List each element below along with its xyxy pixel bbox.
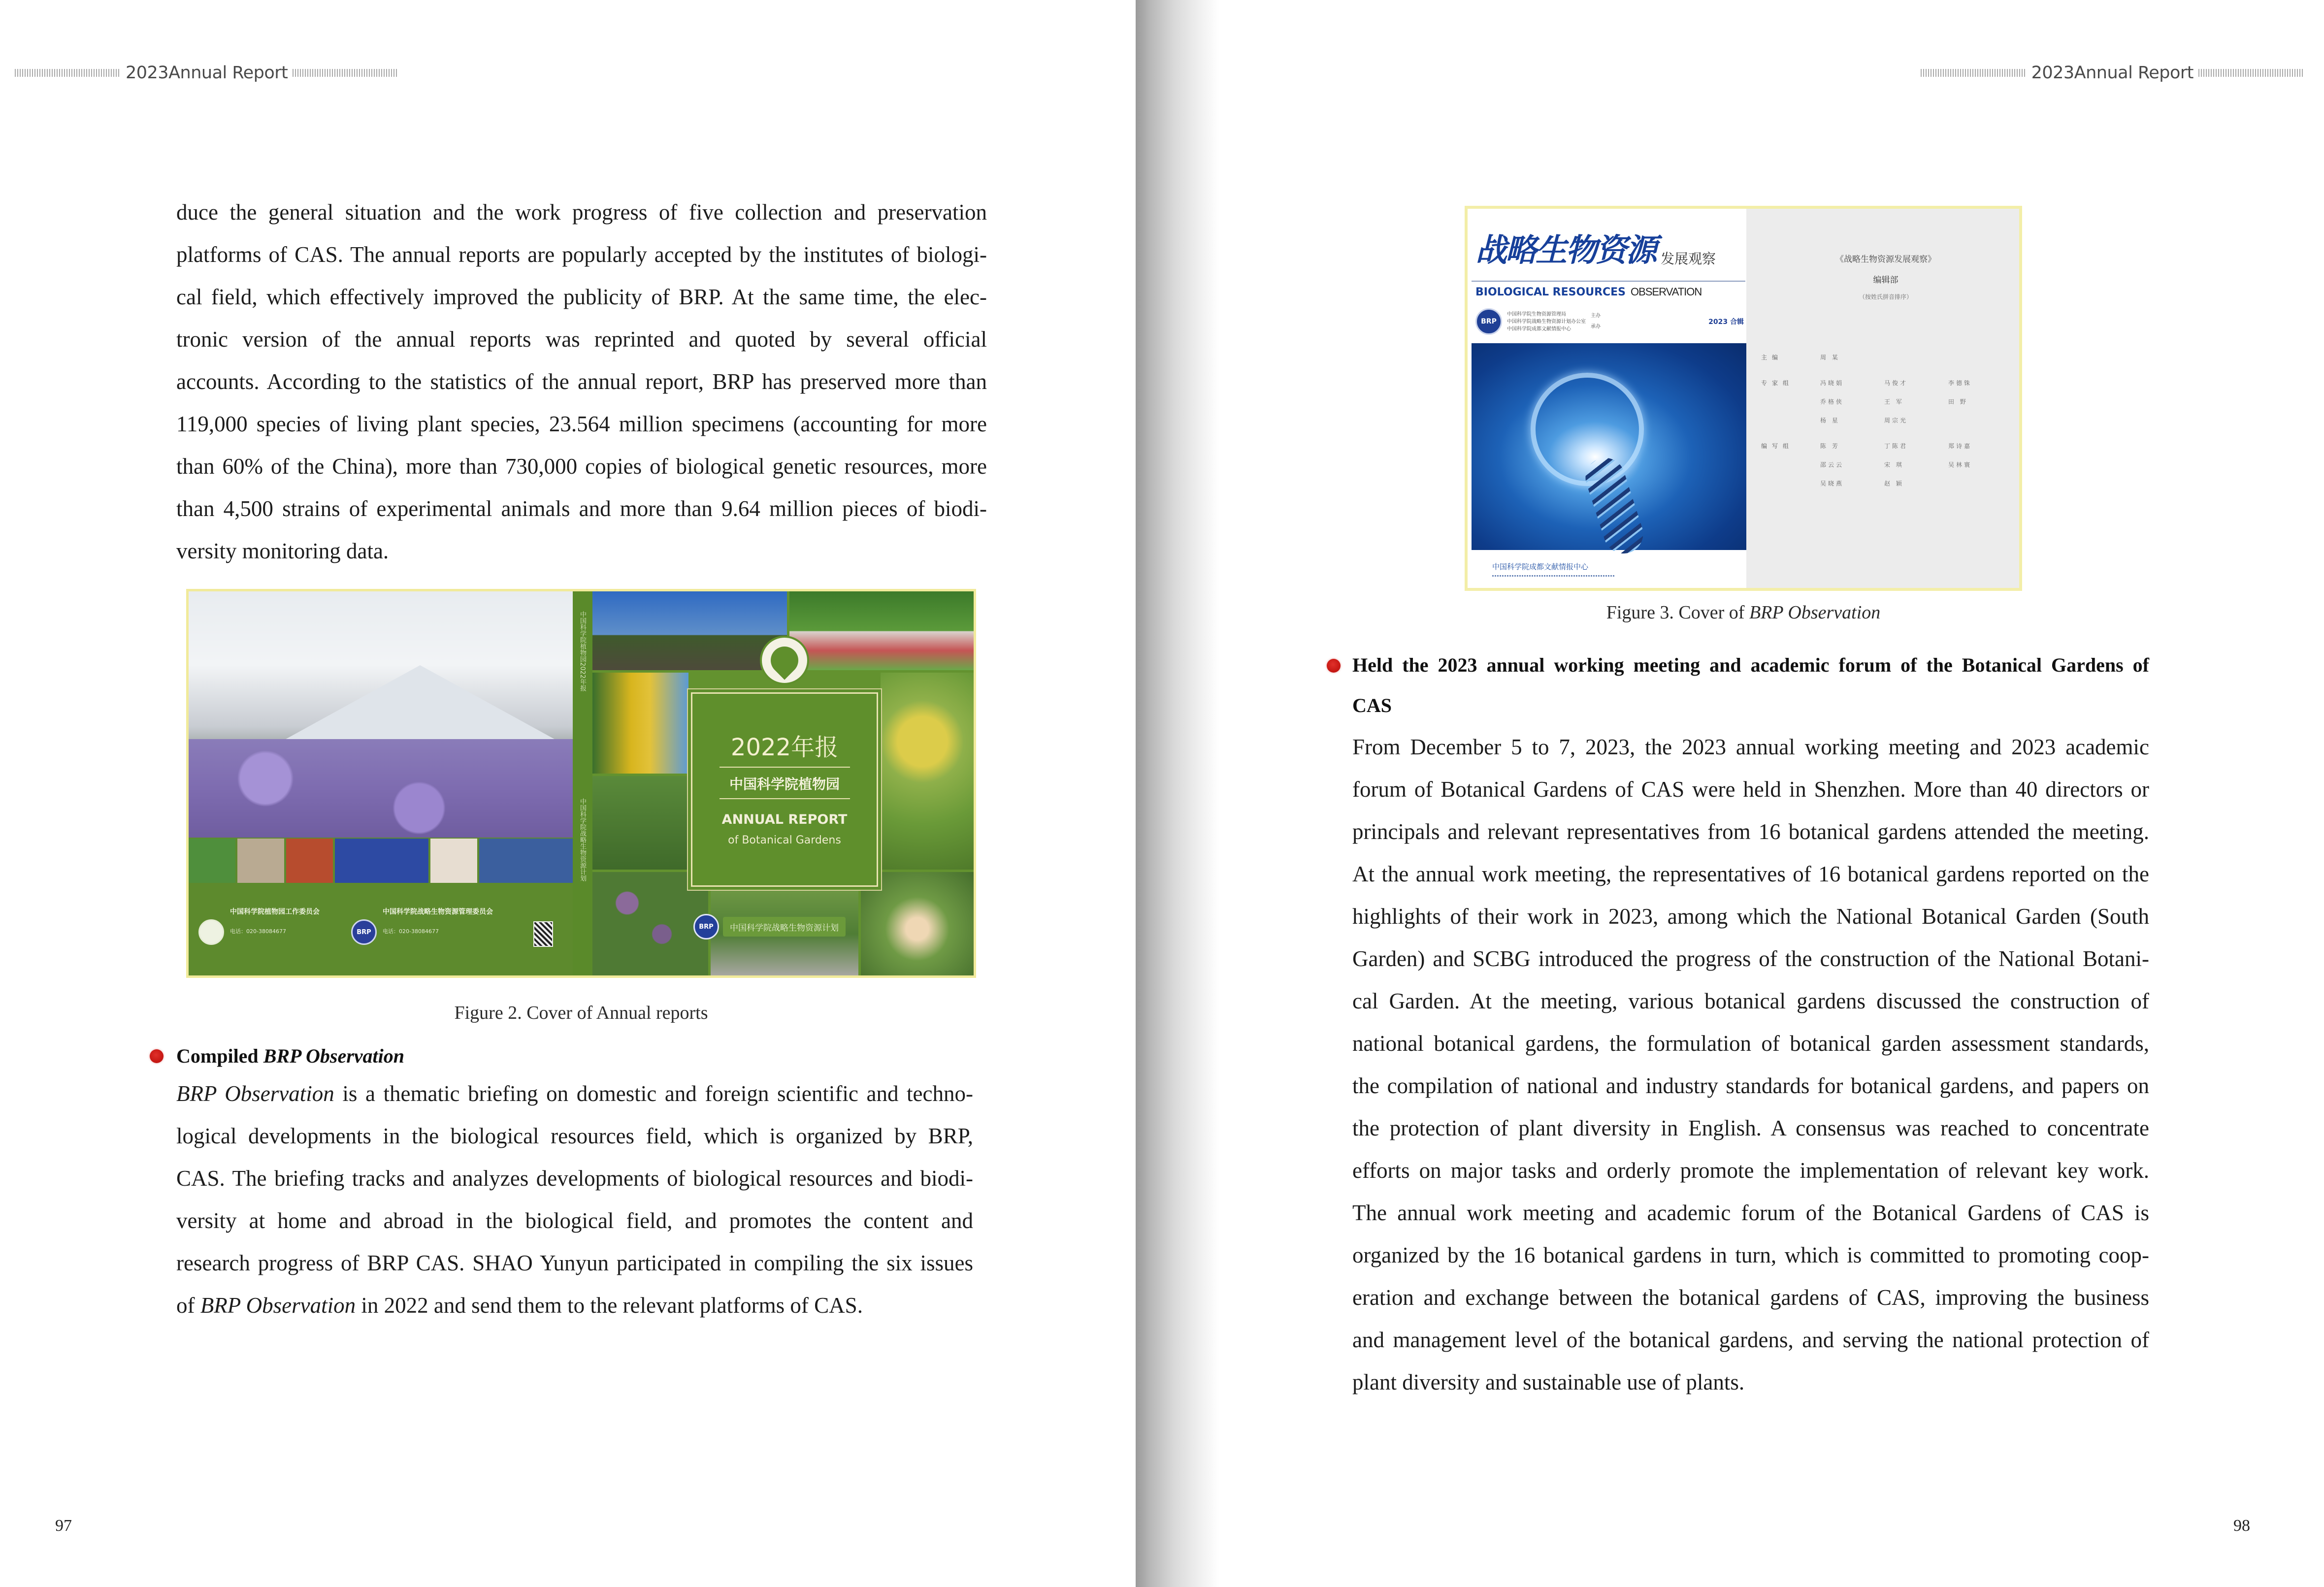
staff-name: 乔格侠: [1820, 398, 1844, 405]
back-org-text: [383, 907, 493, 935]
strip-photo: [286, 839, 333, 883]
brp-logo-icon: BRP: [1475, 308, 1502, 335]
text-line: [176, 1072, 973, 1115]
figure-2-caption: Figure 2. Cover of Annual reports: [454, 1003, 708, 1023]
text-line: organized by the 16 botanical gardens in turn, which is committed to promoting coop-: [1352, 1243, 2149, 1267]
botanical-garden-logo-icon: [198, 919, 224, 945]
staff-name: 田 野: [1948, 398, 1968, 405]
text-line: versity at home and abroad in the biological field, and promotes the content and: [176, 1208, 973, 1233]
intro-paragraph: [176, 191, 987, 572]
back-phone: 电话：020-38084677: [383, 928, 439, 935]
cover-cn-title: 战略生物资源: [1475, 232, 1656, 269]
staff-name: 邵云云: [1820, 461, 1844, 468]
text-line: platforms of CAS. The annual reports are popularly accepted by the institutes of biologi-: [176, 242, 987, 267]
staff-name: 周 某: [1820, 354, 1840, 361]
strip-photo: [237, 839, 284, 883]
italic-term: BRP Observation: [176, 1081, 334, 1106]
text-line: Garden) and SCBG introduced the progress of the construction of the National Botani-: [1352, 946, 2149, 971]
lotus-photo: [861, 872, 974, 975]
back-phone: 电话：020-38084677: [230, 928, 286, 935]
heading-text: Compiled: [176, 1045, 263, 1067]
brp-inner-page: [1746, 209, 2022, 588]
staff-row: [1761, 348, 2012, 366]
cover-org-roles: [1591, 311, 1601, 332]
park-path-photo: [592, 776, 688, 870]
figure-3-caption: [1465, 602, 2022, 623]
cover-front: [592, 591, 974, 975]
header-decoration: [2198, 69, 2304, 77]
staff-name: 吴晓燕: [1820, 480, 1844, 487]
cover-year-title: 2022年报: [730, 734, 839, 761]
text-line: the compilation of national and industry standards for botanical gardens, and papers on: [1352, 1073, 2149, 1098]
text-line: national botanical gardens, the formulation of botanical garden assessment standards,: [1352, 1031, 2149, 1056]
heading-line: CAS: [1352, 694, 1392, 716]
text-line: research progress of BRP CAS. SHAO Yunyun participated in compiling the six issues: [176, 1251, 973, 1275]
staff-name: 王 军: [1884, 398, 1904, 405]
bullet-icon: [1327, 659, 1341, 673]
cover-cn-subtitle: 发展观察: [1661, 251, 1716, 267]
snow-peak: [272, 665, 568, 746]
bullet-icon: [150, 1049, 164, 1063]
brp-banner-row: [693, 914, 846, 939]
cover-title-box: [691, 692, 878, 887]
back-org-name: 中国科学院战略生物资源管理委员会: [383, 908, 493, 916]
back-org-block: [198, 907, 320, 945]
inner-department: 编辑部: [1873, 275, 1898, 285]
brp-logo-icon: BRP: [351, 919, 377, 945]
back-org-block: [351, 907, 493, 945]
left-page: [0, 0, 1136, 1587]
staff-row: [1761, 392, 2012, 411]
text-line: The annual work meeting and academic forum of the Botanical Gardens of CAS is: [1352, 1200, 2149, 1225]
header-decoration: [15, 69, 121, 77]
meeting-paragraph: [1352, 726, 2149, 1403]
running-header-title: 2023Annual Report: [2031, 63, 2193, 83]
garden-entrance-photo: [789, 591, 974, 670]
staff-role: 编写组: [1761, 442, 1794, 450]
header-decoration: [293, 69, 398, 77]
text-line: eration and exchange between the botanical gardens of CAS, improving the business: [1352, 1285, 2149, 1310]
staff-name: 陈 芳: [1820, 442, 1840, 450]
brp-banner: 中国科学院战略生物资源计划: [723, 917, 846, 937]
cover-title-row: [1475, 228, 1744, 273]
publisher-en-line: [1492, 575, 1615, 577]
inner-title: 《战略生物资源发展观察》: [1835, 255, 1936, 264]
cover-en-subtitle: OBSERVATION: [1631, 286, 1702, 298]
text-line: duce the general situation and the work progress of five collection and preservation: [176, 200, 987, 225]
cover-en-title: ANNUAL REPORT: [721, 812, 848, 827]
flower-bee-photo: [881, 673, 974, 870]
staff-name: 宋 琪: [1884, 461, 1904, 468]
line-text: is a thematic briefing on domestic and foreign scientific and techno-: [334, 1081, 973, 1106]
staff-role: 专家组: [1761, 379, 1794, 387]
strip-photo: [430, 839, 477, 883]
staff-name: 吴林寰: [1948, 461, 1972, 468]
text-line: forum of Botanical Gardens of CAS were held in Shenzhen. More than 40 directors or: [1352, 777, 2149, 802]
photo-strip: [189, 839, 573, 883]
text-line: accounts. According to the statistics of the annual report, BRP has preserved more than: [176, 369, 987, 394]
spine-text: 中国科学院植物园2022年报: [579, 611, 586, 692]
strip-photo: [189, 839, 235, 883]
back-org-text: [230, 907, 320, 935]
text-line: than 4,500 strains of experimental animals and more than 9.64 million pieces of biodi-: [176, 496, 987, 521]
cover-en-row: [1475, 286, 1744, 298]
cover-org-lines: [1507, 311, 1586, 333]
garden-gate-photo: [592, 591, 787, 670]
cover-back-info: [189, 887, 573, 975]
page-number: 98: [2233, 1517, 2250, 1535]
line-text: in 2022 and send them to the relevant platforms of CAS.: [356, 1293, 863, 1318]
dna-artwork: [1472, 343, 1746, 550]
running-header-title: 2023Annual Report: [126, 63, 288, 83]
heading-italic: BRP Observation: [263, 1045, 404, 1067]
caption-italic: BRP Observation: [1749, 602, 1881, 623]
back-org-name: 中国科学院植物园工作委员会: [230, 908, 320, 916]
rhododendron-field-photo: [189, 739, 573, 838]
running-header: [1921, 63, 2304, 83]
text-line: highlights of their work in 2023, among which the National Botanical Garden (South: [1352, 904, 2149, 929]
header-decoration: [1921, 69, 2027, 77]
cover-spine: [573, 591, 592, 975]
cover-issue-label: 2023 合辑: [1708, 318, 1744, 326]
yellow-trees-photo: [592, 673, 688, 774]
qr-code-icon: [533, 921, 553, 947]
text-line: CAS. The briefing tracks and analyzes developments of biological resources and biodi-: [176, 1166, 973, 1191]
text-line: tronic version of the annual reports was reprinted and quoted by several official: [176, 327, 987, 352]
text-line: [176, 1284, 973, 1327]
text-line: principals and relevant representatives from 16 botanical gardens attended the meeting.: [1352, 819, 2149, 844]
staff-row: [1761, 373, 2012, 392]
org-line: 中国科学院成都文献情报中心: [1507, 326, 1571, 332]
staff-name: 周宗光: [1884, 417, 1908, 424]
cover-org-row: [1475, 308, 1744, 335]
text-line: and management level of the botanical gardens, and serving the national protection of: [1352, 1328, 2149, 1352]
text-line: cal field, which effectively improved the publicity of BRP. At the same time, the elec-: [176, 285, 987, 309]
line-text: of: [176, 1293, 200, 1318]
brp-badge-icon: BRP: [693, 914, 719, 939]
staff-row: [1761, 455, 2012, 474]
org-line: 中国科学院生物资源管理局: [1507, 311, 1566, 317]
text-line: logical developments in the biological resources field, which is organized by BRP,: [176, 1124, 973, 1148]
text-line: than 60% of the China), more than 730,000 copies of biological genetic resources, more: [176, 454, 987, 479]
text-line: cal Garden. At the meeting, various botanical gardens discussed the construction of: [1352, 989, 2149, 1013]
allium-photo: [592, 872, 708, 975]
text-line: 119,000 species of living plant species, 23.564 million specimens (accounting for more: [176, 412, 987, 436]
caption-text: Figure 3. Cover of: [1606, 602, 1749, 623]
page-fold-shadow: [1136, 0, 1219, 1587]
org-role: 承办: [1591, 324, 1601, 329]
staff-row: [1761, 411, 2012, 429]
heading-line: Held the 2023 annual working meeting and academic forum of the Botanical Gardens of: [1352, 654, 2149, 676]
brp-observation-paragraph: [176, 1072, 973, 1327]
staff-name: 郑诗嘉: [1948, 442, 1972, 450]
staff-name: 丁陈君: [1884, 442, 1908, 450]
right-page: [1136, 0, 2324, 1587]
title-divider: [720, 798, 850, 799]
org-role: 主办: [1591, 313, 1601, 319]
staff-name: 马俊才: [1884, 379, 1908, 387]
text-line: From December 5 to 7, 2023, the 2023 annual working meeting and 2023 academic: [1352, 735, 2149, 759]
strip-photo: [479, 839, 573, 883]
figure-brp-observation-cover: [1465, 206, 2022, 591]
botanical-garden-emblem-icon: [760, 636, 809, 685]
staff-list: [1761, 348, 2012, 492]
inner-note: （按姓氏拼音排序）: [1859, 293, 1912, 300]
staff-row: [1761, 474, 2012, 492]
staff-role: 主编: [1761, 354, 1783, 361]
section-heading: [1352, 645, 2149, 726]
section-heading: [176, 1036, 404, 1076]
org-line: 中国科学院战略生物资源计划办公室: [1507, 319, 1586, 324]
spine-text: 中国科学院战略生物资源计划: [579, 798, 586, 881]
text-line: plant diversity and sustainable use of plants.: [1352, 1370, 1745, 1394]
cover-back: [189, 591, 573, 975]
staff-name: 冯晓娟: [1820, 379, 1844, 387]
text-line: At the annual work meeting, the representatives of 16 botanical gardens reported on the: [1352, 862, 2149, 886]
staff-name: 赵 颖: [1884, 480, 1904, 487]
page-number: 97: [55, 1517, 72, 1535]
title-divider: [720, 767, 850, 768]
staff-name: 李德铢: [1948, 379, 1972, 387]
running-header: [15, 63, 398, 83]
figure-annual-report-cover: [186, 589, 976, 978]
italic-term: BRP Observation: [200, 1293, 356, 1318]
staff-row: [1761, 436, 2012, 455]
cover-en-title: BIOLOGICAL RESOURCES: [1475, 286, 1626, 298]
cover-rule: [1472, 281, 1745, 282]
text-line: the protection of plant diversity in English. A consensus was reached to concentrate: [1352, 1116, 2149, 1140]
strip-photo: [335, 839, 428, 883]
text-line: versity monitoring data.: [176, 539, 389, 563]
dna-helix-icon: [1580, 453, 1648, 559]
text-line: efforts on major tasks and orderly promote the implementation of relevant key work.: [1352, 1158, 2149, 1183]
cover-cn-title: 中国科学院植物园: [729, 776, 840, 792]
cover-publisher: 中国科学院成都文献情报中心: [1492, 562, 1589, 571]
cover-en-subtitle: of Botanical Gardens: [728, 834, 841, 846]
staff-name: 杨 星: [1820, 417, 1840, 424]
brp-cover: [1468, 209, 1746, 588]
